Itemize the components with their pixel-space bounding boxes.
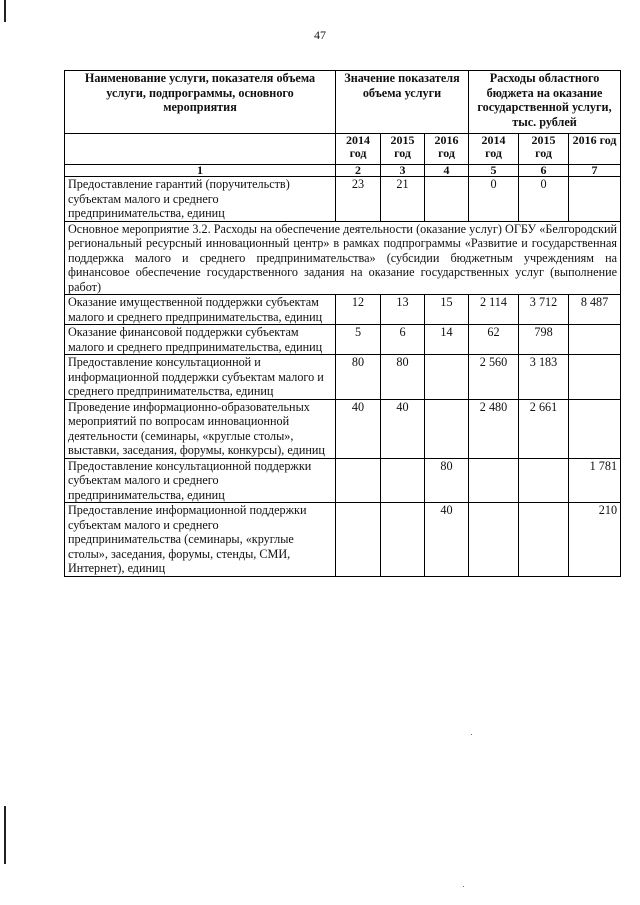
- service-name: Предоставление информационной поддержки субъектам малого и среднего предпринимательства (семинары, «круглые столы», заседания, форумы, стенды, СМИ, Интернет), единиц: [65, 503, 336, 577]
- table-row: [65, 503, 621, 577]
- scan-speck: [463, 886, 464, 887]
- service-name: Оказание финансовой поддержки субъектам малого и среднего предпринимательства, единиц: [65, 325, 336, 355]
- expense-2015: 798: [519, 325, 569, 355]
- header-name-cont: [65, 134, 336, 165]
- service-name: Предоставление гарантий (поручительств) субъектам малого и среднего предпринимательства, единиц: [65, 177, 336, 222]
- header-year: 2015 год: [381, 134, 425, 165]
- expense-2016: [569, 355, 621, 400]
- header-year: 2015 год: [519, 134, 569, 165]
- margin-mark: [4, 806, 6, 864]
- expense-2015: 3 183: [519, 355, 569, 400]
- expense-2015: 2 661: [519, 399, 569, 458]
- header-year: 2014 год: [336, 134, 381, 165]
- expense-2014: 62: [469, 325, 519, 355]
- table-row: [65, 295, 621, 325]
- column-number: 6: [519, 165, 569, 177]
- expense-2016: 210: [569, 503, 621, 577]
- services-table: [64, 70, 621, 577]
- service-name: Предоставление консультационной поддержки субъектам малого и среднего предпринимательства, единиц: [65, 458, 336, 503]
- table-row: [65, 399, 621, 458]
- expense-2016: [569, 177, 621, 222]
- expense-2014: [469, 458, 519, 503]
- margin-mark: [4, 0, 6, 22]
- value-2016: [425, 399, 469, 458]
- expense-2014: 0: [469, 177, 519, 222]
- value-2016: 15: [425, 295, 469, 325]
- value-2015: [381, 458, 425, 503]
- expense-2015: [519, 458, 569, 503]
- column-number: 2: [336, 165, 381, 177]
- value-2015: [381, 503, 425, 577]
- value-2014: 5: [336, 325, 381, 355]
- value-2014: [336, 458, 381, 503]
- table-row: [65, 355, 621, 400]
- header-year: 2016 год: [569, 134, 621, 165]
- expense-2015: 0: [519, 177, 569, 222]
- service-name: Оказание имущественной поддержки субъектам малого и среднего предпринимательства, единиц: [65, 295, 336, 325]
- header-name: Наименование услуги, показателя объема услуги, подпрограммы, основного мероприятия: [65, 71, 336, 134]
- column-number: 5: [469, 165, 519, 177]
- header-expenses: Расходы областного бюджета на оказание государственной услуги, тыс. рублей: [469, 71, 621, 134]
- column-number: 4: [425, 165, 469, 177]
- value-2015: 6: [381, 325, 425, 355]
- table-row: [65, 177, 621, 222]
- table-row: [65, 458, 621, 503]
- section-row: [65, 221, 621, 295]
- service-name: Предоставление консультационной и информационной поддержки субъектам малого и среднего предпринимательства, единиц: [65, 355, 336, 400]
- header-value: Значение показателя объема услуги: [336, 71, 469, 134]
- value-2015: 21: [381, 177, 425, 222]
- table-row: [65, 325, 621, 355]
- value-2015: 80: [381, 355, 425, 400]
- value-2015: 40: [381, 399, 425, 458]
- scan-speck: [471, 734, 472, 735]
- expense-2014: 2 560: [469, 355, 519, 400]
- column-number: 3: [381, 165, 425, 177]
- value-2016: 14: [425, 325, 469, 355]
- value-2016: [425, 355, 469, 400]
- expense-2016: 8 487: [569, 295, 621, 325]
- value-2016: 80: [425, 458, 469, 503]
- header-row: [65, 71, 621, 134]
- page-number: 47: [314, 28, 326, 42]
- value-2014: 12: [336, 295, 381, 325]
- expense-2016: [569, 325, 621, 355]
- column-number: 7: [569, 165, 621, 177]
- header-year: 2014 год: [469, 134, 519, 165]
- expense-2014: 2 480: [469, 399, 519, 458]
- value-2014: 80: [336, 355, 381, 400]
- expense-2015: 3 712: [519, 295, 569, 325]
- value-2016: [425, 177, 469, 222]
- expense-2016: 1 781: [569, 458, 621, 503]
- expense-2014: 2 114: [469, 295, 519, 325]
- section-description: Основное мероприятие 3.2. Расходы на обеспечение деятельности (оказание услуг) ОГБУ «Белгородский региональный ресурсный инновационный центр» в рамках подпрограммы «Развитие и государственная поддержка малого и среднего предпринимательства» (субсидии бюджетным учреждениям на финансовое обеспечение государственного задания на оказание государственных услуг (выполнение работ): [65, 221, 621, 295]
- value-2014: [336, 503, 381, 577]
- column-number: 1: [65, 165, 336, 177]
- header-years-row: [65, 134, 621, 165]
- header-year: 2016 год: [425, 134, 469, 165]
- value-2014: 23: [336, 177, 381, 222]
- column-numbers-row: [65, 165, 621, 177]
- expense-2014: [469, 503, 519, 577]
- service-name: Проведение информационно-образовательных мероприятий по вопросам инновационной деятельности (семинары, «круглые столы», выставки, заседания, форумы, конкурсы), единиц: [65, 399, 336, 458]
- value-2016: 40: [425, 503, 469, 577]
- value-2014: 40: [336, 399, 381, 458]
- expense-2016: [569, 399, 621, 458]
- value-2015: 13: [381, 295, 425, 325]
- expense-2015: [519, 503, 569, 577]
